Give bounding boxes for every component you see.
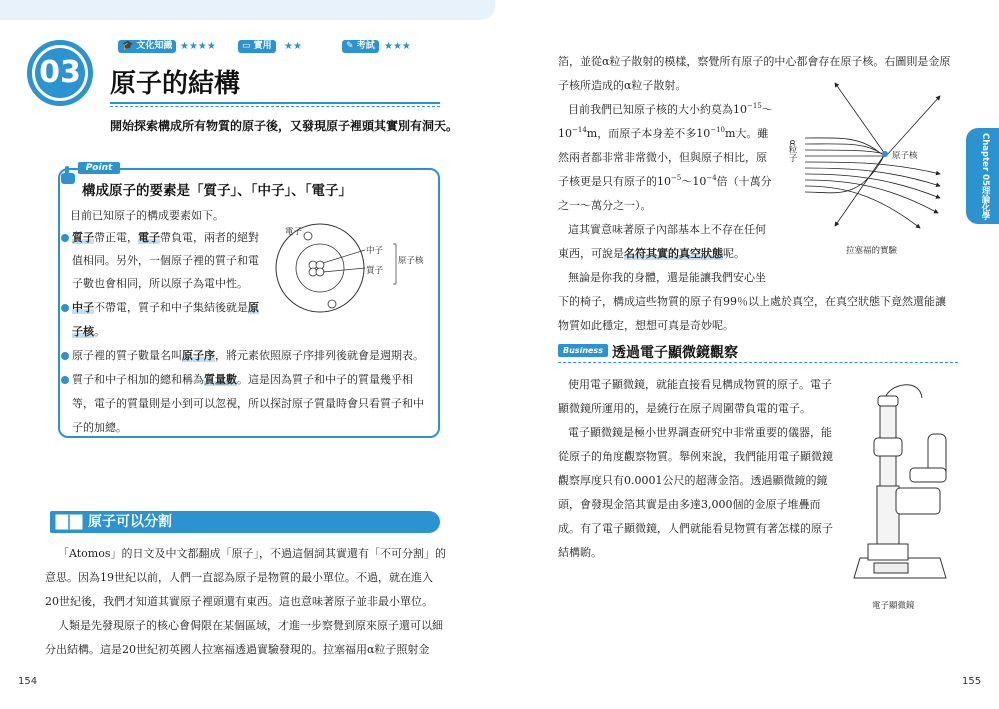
text-span: 倍（十萬分 xyxy=(716,175,772,188)
side-tab-chapter: Chapter 05 xyxy=(980,133,990,186)
diagram-label-proton: 質子 xyxy=(366,266,384,276)
nucleus-size-line-4 xyxy=(558,175,772,190)
text-span: ，將元素依照原子序排列後就會是週期表。 xyxy=(215,349,424,362)
tag-practical: ▭ 實用 xyxy=(238,40,276,53)
stars-culture: ★★★★ xyxy=(180,41,216,52)
business-title: 透過電子顯微鏡觀察 xyxy=(612,345,738,361)
bullet-icon xyxy=(61,376,69,384)
superscript: −5 xyxy=(671,174,682,182)
tag-exam: ✎ 考試 xyxy=(342,40,379,53)
term-nucleus-part: 原 xyxy=(248,301,259,314)
text-span: 。 xyxy=(94,325,105,338)
diagram-label-electron: 電子 xyxy=(285,227,303,237)
point-bullet-4-line-1 xyxy=(72,373,413,387)
vacuum-line-5: 物質如此穩定，想想可真是奇妙呢。 xyxy=(558,319,734,332)
point-bullet-1-line-2: 值相同。另外，一個原子裡的質子和電 xyxy=(72,254,259,267)
stars-exam: ★★★ xyxy=(384,41,411,52)
alpha-scattering-diagram xyxy=(800,78,950,248)
vacuum-line-1: 這其實意味著原子內部基本上不存在任何 xyxy=(568,223,766,236)
nucleus-size-line-2 xyxy=(558,127,768,142)
page-number-right: 155 xyxy=(962,676,982,687)
superscript: −10 xyxy=(710,126,725,134)
business-line: 使用電子顯微鏡，就能直接看見構成物質的原子。電子 xyxy=(568,378,832,391)
stars-practical: ★★ xyxy=(284,41,302,52)
lead-text: 開始探索構成所有物質的原子後，又發現原子裡頭其實別有洞天。 xyxy=(110,119,459,133)
nucleus-size-line-1 xyxy=(568,103,773,118)
term-electron: 電子 xyxy=(138,231,160,244)
business-line: 結構喲。 xyxy=(558,546,602,559)
diagram-label-neutron: 中子 xyxy=(366,246,384,256)
business-line: 成。有了電子顯微鏡，人們就能看見物質有著怎樣的原子 xyxy=(558,522,833,535)
body-line: 人類是先發現原子的核心會侷限在某個區域，才進一步察覺到原來原子還可以細 xyxy=(58,619,443,632)
scatter-label-nucleus: 原子核 xyxy=(892,151,918,161)
scatter-caption: 拉塞福的實驗 xyxy=(846,246,898,256)
business-line: 顯微鏡所運用的，是繞行在原子周圍帶負電的電子。 xyxy=(558,402,811,415)
term-vacuum: 名符其實的真空狀態 xyxy=(624,247,723,260)
point-intro: 目前已知原子的構成要素如下。 xyxy=(70,209,224,222)
vacuum-line-4: 下的椅子，構成這些物質的原子有99％以上處於真空，在真空狀態下竟然還能讓 xyxy=(558,295,946,308)
bullet-icon xyxy=(61,352,69,360)
point-bullet-1-line-1 xyxy=(72,231,259,245)
text-span: ～10 xyxy=(681,175,707,188)
point-bullet-4-line-2: 等，電子的質量則是小到可以忽視，所以探討原子質量時會只看質子和中 xyxy=(72,397,424,410)
superscript: −4 xyxy=(706,174,717,182)
nucleus-size-line-5: 之一～萬分之一）。 xyxy=(558,199,652,212)
business-line: 從原子的角度觀察物質。舉例來說，我們能用電子顯微鏡 xyxy=(558,450,833,463)
text-span: ～ xyxy=(761,103,773,116)
text-span: 東西，可說是 xyxy=(558,247,624,260)
text-span: 帶正電， xyxy=(94,231,138,244)
microscope-caption: 電子顯微鏡 xyxy=(872,601,915,611)
business-badge: Business xyxy=(558,344,608,357)
electron-microscope-illustration xyxy=(850,378,960,598)
body-line: 20世紀後，我們才知道其實原子裡頭還有東西。這也意味著原子並非最小單位。 xyxy=(45,595,433,608)
point-bullet-1-line-3: 子數也會相同，所以原子為電中性。 xyxy=(72,277,248,290)
point-heading: 構成原子的要素是「質子」、「中子」、「電子」 xyxy=(82,183,352,199)
tag-exam-label: 考試 xyxy=(356,41,375,51)
text-span: 10 xyxy=(558,127,572,140)
side-tab-subject: 理論化學 xyxy=(980,186,990,220)
top-tab-shape xyxy=(0,0,495,20)
text-span: 。這是因為質子和中子的質量幾乎相 xyxy=(237,373,413,386)
term-nucleus: 子核 xyxy=(72,325,94,338)
vacuum-line-2 xyxy=(558,247,745,261)
text-span: 帶負電，兩者的絕對 xyxy=(160,231,259,244)
pointing-hand-icon xyxy=(60,165,78,185)
text-span: 不帶電，質子和中子集結後就是 xyxy=(94,301,248,314)
term-mass-number: 質量數 xyxy=(204,373,237,386)
nucleus-size-line-3: 然兩者都非常非常微小，但與原子相比，原 xyxy=(558,151,767,164)
bullet-icon xyxy=(61,304,69,312)
text-span: m大。雖 xyxy=(725,127,769,140)
bullet-icon xyxy=(61,234,69,242)
business-line: 觀察厚度只有0.0001公尺的超薄金箔。透過顯微鏡的鏡 xyxy=(558,474,828,487)
business-line: 電子顯微鏡是極小世界調查研究中非常重要的儀器，能 xyxy=(568,426,832,439)
point-bullet-4-line-3: 子的加總。 xyxy=(72,421,127,434)
diagram-label-nucleus: 原子核 xyxy=(398,256,424,266)
right-text-line: 子核所造成的α粒子散射。 xyxy=(558,79,687,92)
right-text-line: 箔，並從α粒子散射的模樣，察覺所有原子的中心都會存在原子核。右圖則是金原 xyxy=(558,55,951,68)
vacuum-line-3: 無論是你我的身體，還是能讓我們安心坐 xyxy=(568,271,766,284)
body-line: 分出結構。這是20世紀初英國人拉塞福透過實驗發現的。拉塞福用α粒子照射金 xyxy=(45,643,430,656)
point-bullet-2-line-1 xyxy=(72,301,259,315)
tag-culture-label: 文化知識 xyxy=(136,41,173,51)
term-atomic-number: 原子序 xyxy=(182,349,215,362)
text-span: 子核更是只有原子的10 xyxy=(558,175,671,188)
text-span: 呢。 xyxy=(723,247,745,260)
tag-culture: 🎓 文化知識 xyxy=(118,40,176,53)
superscript: −14 xyxy=(572,126,587,134)
chapter-number: 03 xyxy=(35,48,85,98)
page-title: 原子的結構 xyxy=(110,69,241,99)
scatter-label-alpha: α粒子 xyxy=(787,140,797,163)
text-span: 質子和中子相加的總和稱為 xyxy=(72,373,204,386)
point-badge: Point xyxy=(78,162,120,174)
term-proton: 質子 xyxy=(72,231,94,244)
business-rule xyxy=(558,362,958,363)
title-rule xyxy=(110,102,440,104)
text-span: m，而原子本身差不多10 xyxy=(586,127,711,140)
term-neutron: 中子 xyxy=(72,301,94,314)
point-bullet-3 xyxy=(72,349,424,363)
point-bullet-2-line-2 xyxy=(72,325,105,339)
text-span: 目前我們已知原子核的大小約莫為10 xyxy=(568,103,747,116)
open-book-icon xyxy=(55,513,83,531)
business-line: 頭，會發現金箔其實是由多達3,000個的金原子堆疊而 xyxy=(558,498,821,511)
body-line: 意思。因為19世紀以前，人們一直認為原子是物質的最小單位。不過，就在進入 xyxy=(45,571,433,584)
superscript: −15 xyxy=(747,102,762,110)
title-rule-dashed xyxy=(110,106,440,107)
text-span: 原子裡的質子數量名叫 xyxy=(72,349,182,362)
section-title: 原子可以分割 xyxy=(88,514,172,530)
tag-practical-label: 實用 xyxy=(253,41,272,51)
page-number-left: 154 xyxy=(18,676,38,687)
body-line: 「Atomos」的日文及中文都翻成「原子」，不過這個詞其實還有「不可分割」的 xyxy=(58,547,446,560)
